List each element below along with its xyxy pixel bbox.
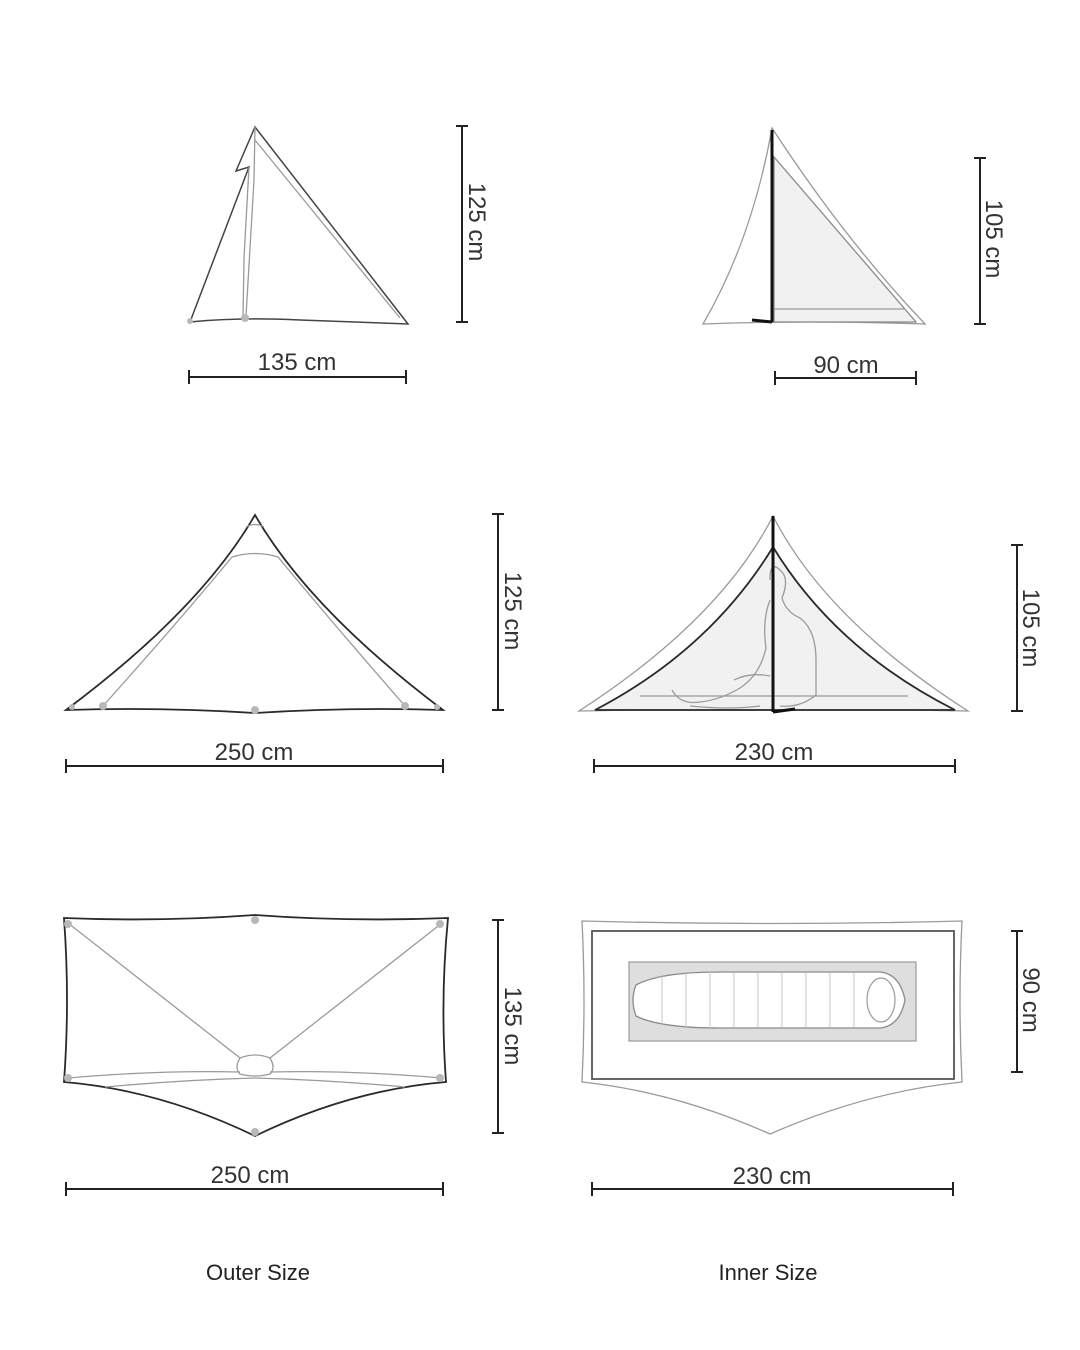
outer-front-view (66, 515, 443, 714)
inner-front-height-label: 105 cm (1017, 588, 1044, 668)
inner-size-caption: Inner Size (718, 1260, 818, 1285)
outer-size-caption: Outer Size (206, 1260, 310, 1285)
sleeping-bag (633, 972, 905, 1028)
outer-front-width-dimension (66, 739, 443, 773)
inner-front-height-dimension (1011, 545, 1044, 711)
outer-side-height-dimension (456, 126, 490, 322)
inner-side-view (703, 128, 925, 324)
outer-top-depth-dimension (492, 920, 526, 1133)
inner-side-height-dimension (974, 158, 1007, 324)
outer-front-height-dimension (492, 514, 526, 710)
outer-top-width-label: 250 cm (210, 1162, 290, 1189)
inner-side-height-label: 105 cm (980, 199, 1007, 279)
inner-side-width-dimension (775, 352, 916, 385)
inner-top-depth-dimension (1011, 931, 1044, 1072)
inner-top-width-label: 230 cm (732, 1163, 812, 1190)
outer-top-width-dimension (66, 1162, 443, 1196)
inner-top-depth-label: 90 cm (1017, 967, 1044, 1033)
outer-front-height-label: 125 cm (499, 571, 526, 651)
inner-front-width-label: 230 cm (734, 739, 814, 766)
outer-top-depth-label: 135 cm (499, 986, 526, 1066)
inner-front-width-dimension (594, 739, 955, 773)
outer-side-width-dimension (189, 349, 406, 384)
inner-top-view (582, 921, 962, 1134)
inner-side-width-label: 90 cm (813, 352, 879, 379)
outer-side-width-label: 135 cm (257, 349, 337, 376)
outer-side-view (187, 127, 408, 324)
outer-front-width-label: 250 cm (214, 739, 294, 766)
inner-front-view (579, 516, 968, 712)
outer-side-height-label: 125 cm (463, 182, 490, 262)
outer-top-view (64, 915, 448, 1136)
inner-top-width-dimension (592, 1163, 953, 1196)
